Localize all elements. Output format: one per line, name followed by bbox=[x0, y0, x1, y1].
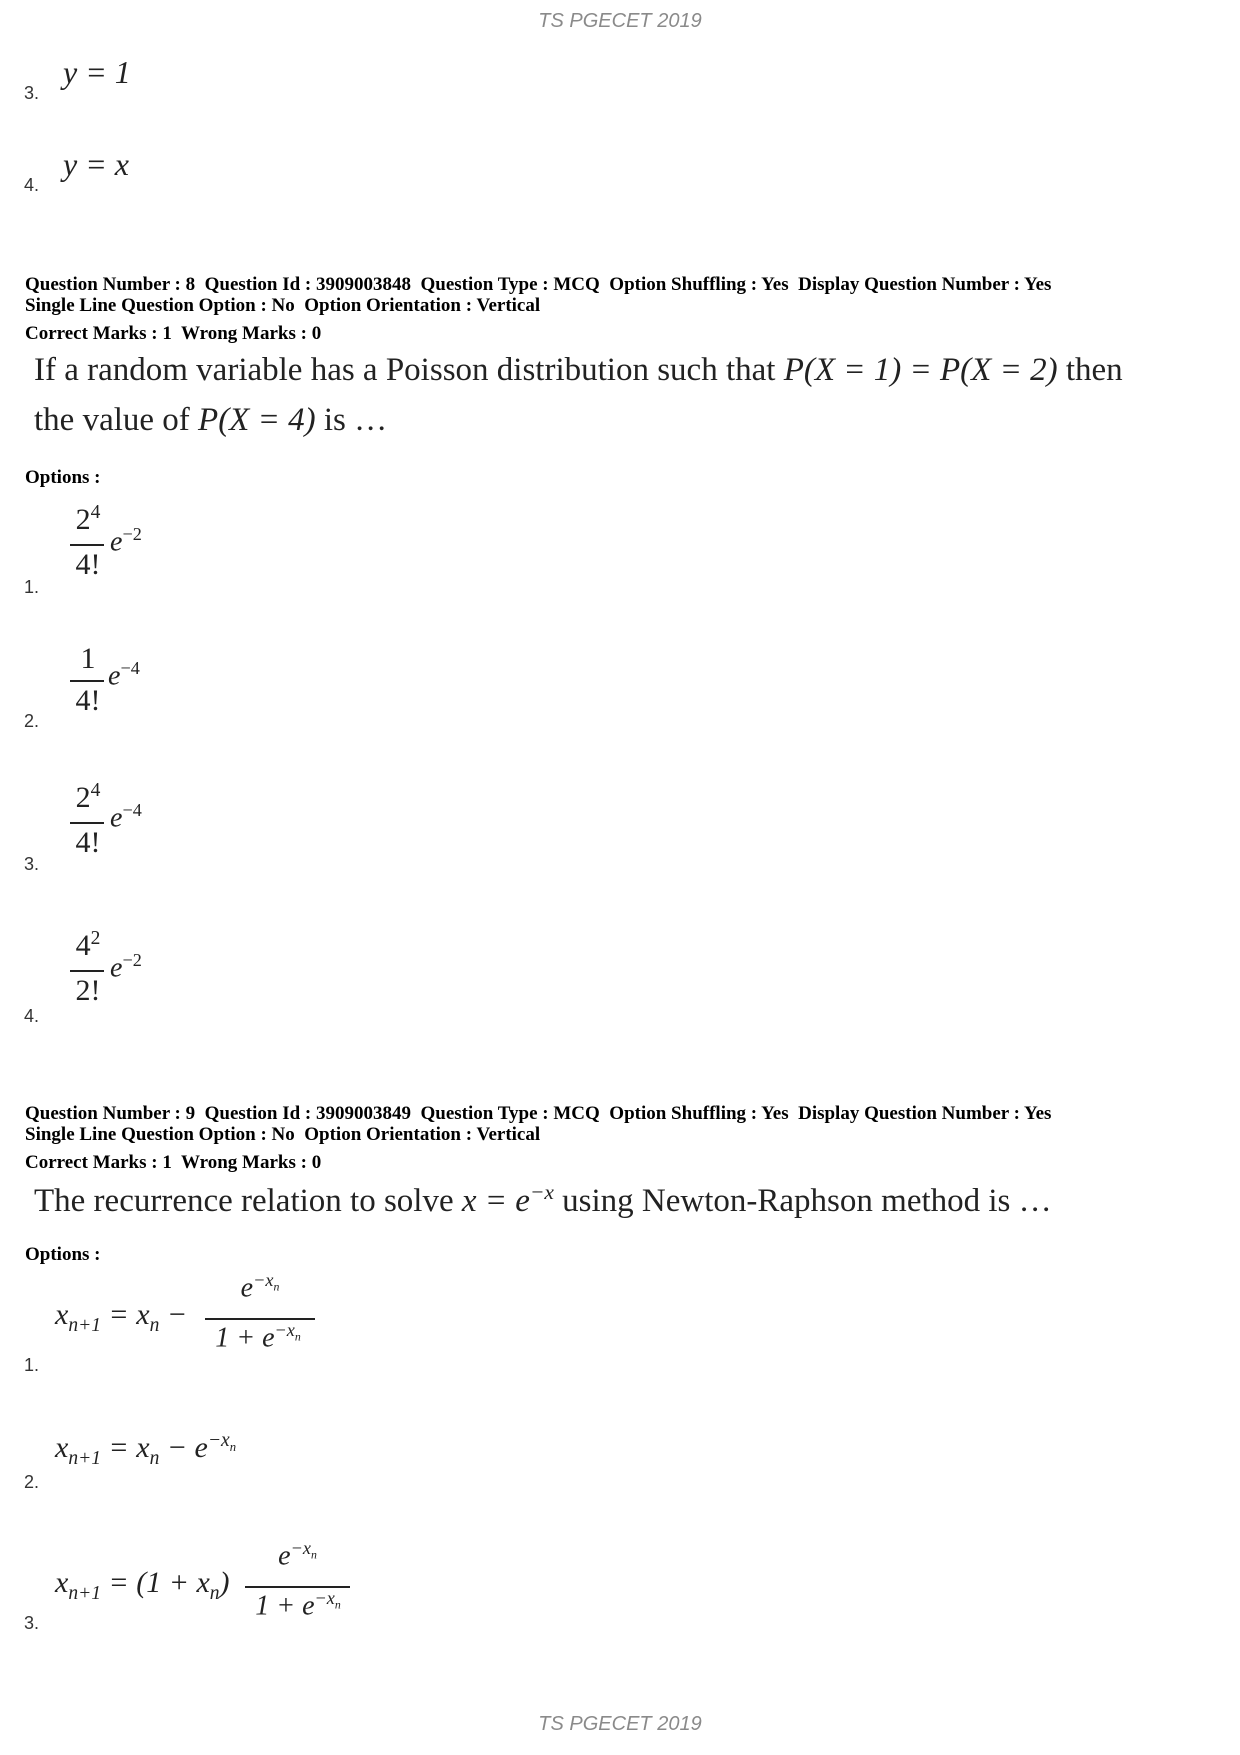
q8-marks: Correct Marks : 1 Wrong Marks : 0 bbox=[25, 323, 322, 344]
q9-opt1-denominator: $1 + e^{-x_n}$ bbox=[215, 1320, 301, 1354]
q8-option-number-3: 3. bbox=[24, 854, 40, 874]
q8-opt1-fraction-bar bbox=[70, 544, 104, 546]
q9-text-b: using Newton-Raphson method is … bbox=[553, 1183, 1052, 1219]
q8-opt2-numerator: 1 bbox=[80, 642, 96, 675]
q9-text-a: The recurrence relation to solve bbox=[34, 1183, 462, 1219]
q8-opt3-numerator: $2^4$ bbox=[75, 780, 101, 814]
q9-math-exp: −x bbox=[529, 1180, 554, 1204]
q9-meta-line1: Question Number : 9 Question Id : 3909003849 Question Type : MCQ Option Shuffling : Yes Display Question Number : Yes bbox=[25, 1103, 1052, 1124]
q9-opt3-lhs: $x_{n+1} = (1 + x_n)$ bbox=[55, 1566, 230, 1604]
q8-text1a: If a random variable has a Poisson distribution such that bbox=[34, 352, 784, 388]
q8-option-number-2: 2. bbox=[24, 711, 40, 731]
q8-opt4-numerator: $4^2$ bbox=[75, 928, 101, 962]
q9-meta-line2: Single Line Question Option : No Option Orientation : Vertical bbox=[25, 1124, 541, 1145]
q9-options-label: Options : bbox=[25, 1244, 101, 1265]
q8-opt1-numerator: $2^4$ bbox=[75, 502, 101, 536]
q9-opt2-expression: $x_{n+1} = x_n - e^{-x_n}$ bbox=[55, 1430, 237, 1469]
q8-opt2-exponential: $e^{-4}$ bbox=[108, 658, 140, 692]
q9-opt3-denominator: $1 + e^{-x_n}$ bbox=[255, 1588, 341, 1622]
q8-options-label: Options : bbox=[25, 467, 101, 488]
q8-math2: P(X = 4) bbox=[198, 402, 316, 438]
q8-text2a: the value of bbox=[34, 402, 199, 438]
q8-opt3-denominator: 4! bbox=[75, 826, 101, 859]
prev-option-number-4: 4. bbox=[24, 175, 40, 195]
q9-question-line bbox=[34, 1180, 1052, 1220]
q8-meta-line2: Single Line Question Option : No Option Orientation : Vertical bbox=[25, 295, 541, 316]
prev-option-number-3: 3. bbox=[24, 83, 40, 103]
q8-meta-line1: Question Number : 8 Question Id : 3909003848 Question Type : MCQ Option Shuffling : Yes Display Question Number : Yes bbox=[25, 274, 1052, 295]
q8-option-number-1: 1. bbox=[24, 577, 40, 597]
q8-text2b: is … bbox=[315, 402, 388, 438]
q8-opt4-fraction-bar bbox=[70, 970, 104, 972]
q8-opt3-fraction-bar bbox=[70, 822, 104, 824]
q8-text1b: then bbox=[1057, 352, 1123, 388]
prev-option-3-math: y = 1 bbox=[63, 54, 131, 90]
q8-opt4-exponential: $e^{-2}$ bbox=[110, 950, 142, 984]
q9-opt1-numerator: $e^{-x_n}$ bbox=[240, 1270, 280, 1304]
q8-question-line2 bbox=[34, 402, 387, 439]
q8-opt2-fraction-bar bbox=[70, 680, 104, 682]
q9-option-number-2: 2. bbox=[24, 1472, 40, 1492]
q8-opt3-exponential: $e^{-4}$ bbox=[110, 800, 142, 834]
q9-option-number-1: 1. bbox=[24, 1355, 40, 1375]
q8-opt4-denominator: 2! bbox=[75, 974, 101, 1007]
q8-opt1-exponential: $e^{-2}$ bbox=[110, 524, 142, 558]
q8-opt1-denominator: 4! bbox=[75, 548, 101, 581]
page-footer: TS PGECET 2019 bbox=[538, 1713, 702, 1735]
q8-question-line1 bbox=[34, 352, 1123, 389]
prev-option-4-math: y = x bbox=[63, 146, 129, 182]
q9-option-number-3: 3. bbox=[24, 1613, 40, 1633]
q9-opt3-numerator: $e^{-x_n}$ bbox=[278, 1538, 317, 1572]
q9-marks: Correct Marks : 1 Wrong Marks : 0 bbox=[25, 1152, 322, 1173]
q8-opt2-denominator: 4! bbox=[75, 684, 101, 717]
q9-math: x = e bbox=[461, 1183, 530, 1219]
q9-opt1-lhs: $x_{n+1} = x_n$ − bbox=[55, 1298, 188, 1336]
q8-math1: P(X = 1) = P(X = 2) bbox=[783, 352, 1058, 388]
page-header: TS PGECET 2019 bbox=[538, 10, 702, 32]
q8-option-number-4: 4. bbox=[24, 1006, 40, 1026]
